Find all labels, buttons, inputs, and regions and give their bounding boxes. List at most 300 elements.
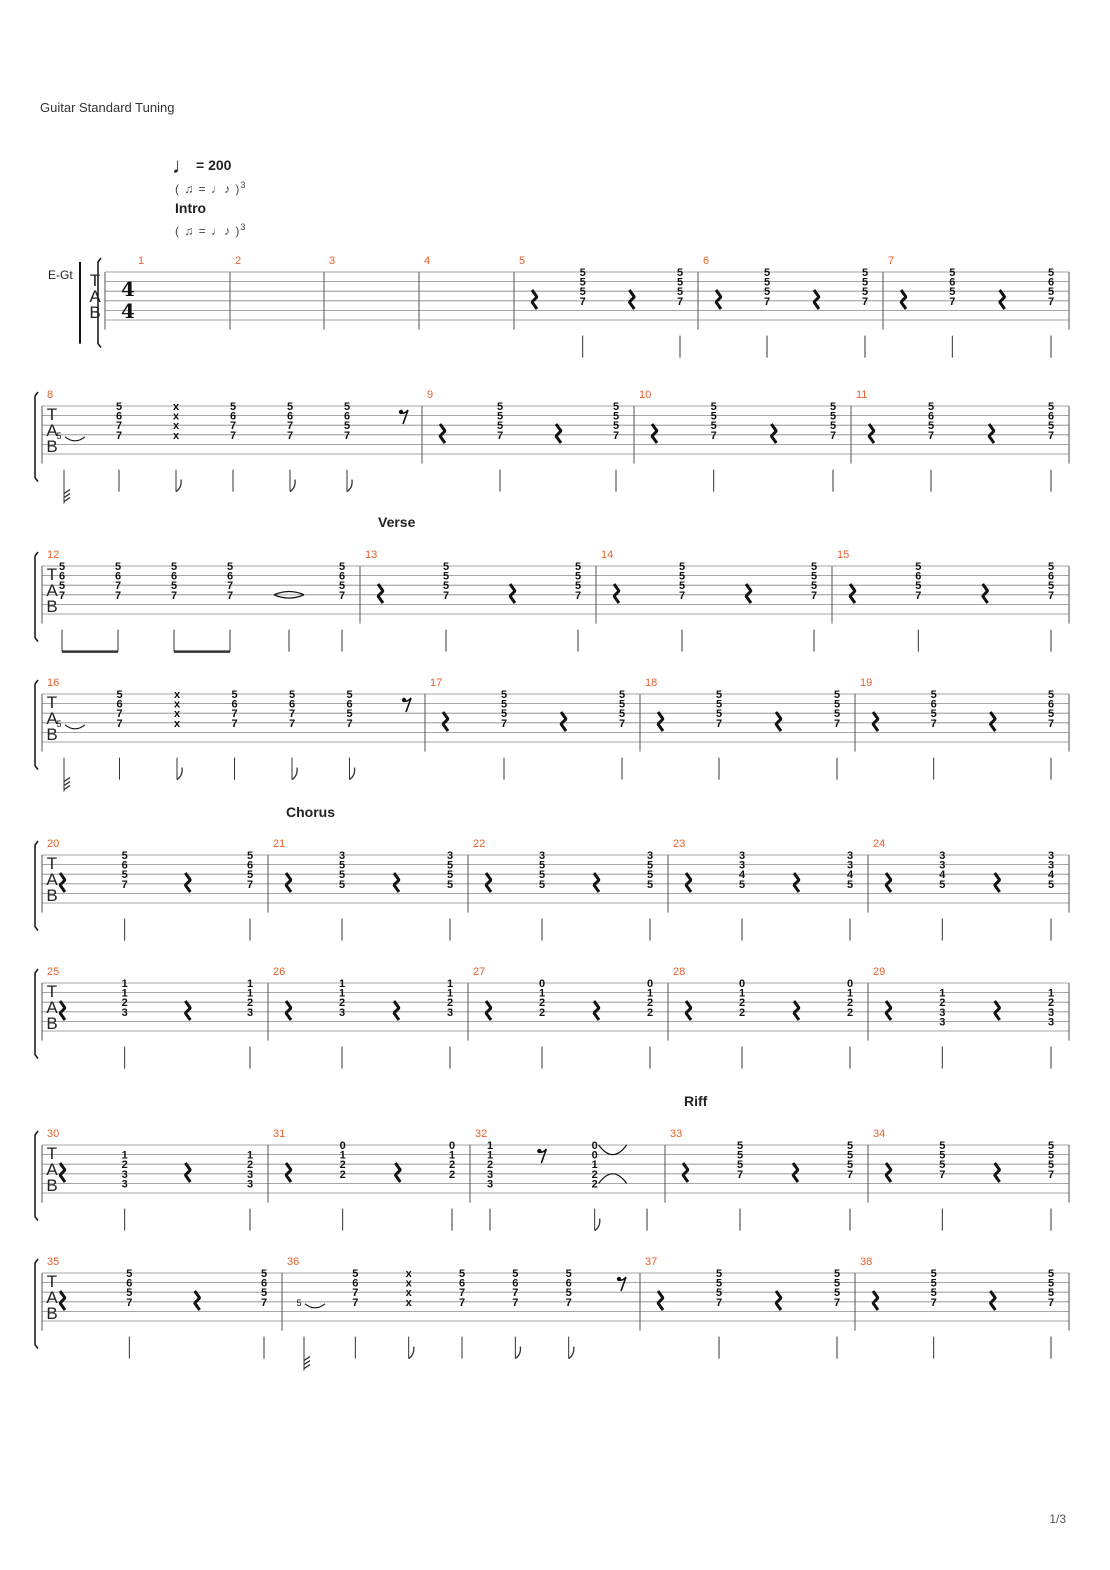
fret-number: 6: [1047, 410, 1055, 423]
fret-number: 7: [286, 420, 294, 433]
tab-clef-letter: B: [46, 597, 58, 616]
fret-number: 1: [121, 987, 128, 1000]
tab-chord: [406, 1268, 413, 1309]
fret-number: 5: [930, 689, 937, 701]
tab-chord: [539, 850, 545, 891]
tab-chord: [811, 561, 817, 602]
fret-number: 7: [260, 1296, 268, 1309]
slur-tie: [65, 725, 85, 729]
tab-chord: [915, 561, 921, 602]
quarter-rest: [652, 424, 657, 443]
fret-number: 0: [448, 1140, 456, 1152]
quarter-rest: [771, 424, 776, 443]
quarter-rest: [793, 1163, 798, 1182]
fret-number: 6: [231, 698, 238, 711]
fret-number: 5: [246, 850, 254, 862]
quarter-rest: [995, 873, 1000, 892]
fret-number: 6: [949, 276, 956, 289]
note-flag: [595, 1219, 600, 1231]
fret-number: 6: [288, 698, 296, 711]
quarter-rest: [794, 873, 799, 892]
quarter-note-icon: ♩: [172, 153, 194, 178]
measure-number: 18: [645, 677, 658, 689]
fret-number: 5: [915, 561, 922, 573]
note-flag: [515, 1347, 520, 1359]
tab-chord: [847, 1140, 853, 1181]
fret-number: 3: [1047, 1016, 1055, 1029]
fret-number: 5: [710, 410, 717, 423]
fret-number: 5: [121, 869, 128, 882]
fret-number: 6: [115, 410, 123, 423]
tab-chord: [227, 561, 233, 602]
tab-chord: [949, 267, 955, 308]
tab-clef-letter: A: [89, 287, 101, 306]
measure-number: 33: [670, 1128, 683, 1140]
fret-number: 2: [538, 997, 546, 1010]
note-flag: [304, 1357, 310, 1361]
page-number: 1/3: [1049, 1512, 1066, 1526]
fret-number: 7: [114, 580, 122, 593]
measure-number: 23: [673, 838, 686, 850]
tab-system: [35, 677, 1069, 792]
fret-number: 0: [846, 978, 854, 990]
fret-number: 2: [339, 1168, 346, 1181]
section-intro: Intro: [175, 200, 207, 216]
fret-number: 3: [121, 1168, 128, 1181]
quarter-rest: [990, 1291, 995, 1310]
fret-number: 4: [846, 869, 854, 882]
tab-chord: [122, 850, 128, 891]
fret-number: 5: [1047, 420, 1055, 433]
fret-number: 6: [927, 410, 935, 423]
fret-number: 1: [846, 987, 854, 1000]
tab-clef-letter: B: [89, 303, 101, 322]
measure-number: 31: [273, 1128, 286, 1140]
measure-number: 12: [47, 549, 60, 561]
system-bracket: [35, 392, 38, 482]
fret-number: x: [405, 1296, 412, 1309]
fret-number: 5: [115, 401, 123, 413]
measure-number: 15: [837, 549, 850, 561]
measure-number: 7: [888, 255, 895, 267]
fret-number: 5: [496, 401, 504, 413]
tab-clef-letter: T: [46, 982, 58, 1001]
tab-chord: [339, 978, 345, 1019]
fret-number: 5: [500, 689, 508, 701]
tab-chord: [677, 267, 683, 308]
fret-number: 5: [1047, 708, 1055, 721]
measure-number: 5: [519, 255, 526, 267]
quarter-rest: [440, 424, 445, 443]
fret-number: 1: [1047, 987, 1055, 1000]
fret-number: 4: [939, 869, 946, 882]
tab-chord: [59, 561, 65, 602]
fret-number: 2: [738, 997, 746, 1010]
fret-number: 6: [170, 570, 178, 583]
tempo-value: = 200: [196, 157, 232, 173]
quarter-rest: [746, 584, 751, 603]
fret-number: 7: [226, 580, 234, 593]
fret-number: 5: [346, 689, 353, 701]
time-signature-bottom: 4: [121, 299, 135, 323]
tab-chord: [174, 689, 181, 730]
tab-system: [35, 1128, 1069, 1231]
fret-number: 5: [338, 859, 346, 872]
tab-chord: [830, 401, 836, 442]
tab-chord: [834, 689, 840, 730]
fret-number: 5: [861, 267, 869, 279]
quarter-rest: [629, 290, 634, 309]
fret-number: 2: [538, 1006, 546, 1019]
quarter-rest: [886, 1001, 891, 1020]
fret-number: 1: [338, 987, 346, 1000]
fret-number: 7: [565, 1296, 572, 1309]
eighth-rest: [617, 1277, 626, 1291]
quarter-rest: [873, 712, 878, 731]
fret-number: 5: [500, 698, 508, 711]
note-flag: [292, 768, 297, 780]
eighth-rest: [399, 410, 408, 424]
fret-number: 1: [121, 1149, 128, 1162]
tab-chord: [847, 978, 853, 1019]
fret-number: 5: [846, 878, 854, 891]
quarter-rest: [394, 873, 399, 892]
quarter-rest: [658, 1291, 663, 1310]
fret-number: x: [405, 1268, 412, 1280]
tab-chord: [847, 850, 854, 891]
fret-number: 7: [116, 708, 123, 721]
measure-number: 4: [424, 255, 431, 267]
fret-number: 5: [1047, 1287, 1055, 1300]
fret-number: 5: [338, 869, 346, 882]
fret-number: 6: [114, 570, 122, 583]
fret-number: 1: [121, 978, 128, 990]
fret-number: 1: [538, 987, 546, 1000]
fret-number: 5: [930, 1287, 937, 1300]
fret-number: 2: [846, 997, 854, 1010]
fret-number: 3: [338, 850, 346, 862]
fret-number: 5: [496, 410, 504, 423]
fret-number: 3: [246, 1168, 254, 1181]
quarter-rest: [594, 873, 599, 892]
tab-chord: [834, 1268, 840, 1309]
fret-number: 5: [846, 1149, 854, 1162]
fret-number: 7: [231, 708, 238, 721]
fret-number: 5: [288, 689, 296, 701]
tab-clef-letter: A: [46, 581, 58, 600]
fret-number: x: [173, 698, 181, 711]
quarter-rest: [60, 1001, 65, 1020]
fret-number: 5: [915, 580, 922, 593]
system-bracket: [35, 1131, 38, 1221]
fret-number: 7: [678, 589, 686, 602]
fret-number: 6: [1047, 698, 1055, 711]
fret-number: 7: [58, 589, 66, 602]
tab-chord: [939, 988, 945, 1029]
quarter-rest: [873, 1291, 878, 1310]
tab-chord: [247, 850, 253, 891]
quarter-rest: [185, 1001, 190, 1020]
tab-chord: [173, 401, 180, 442]
tab-chord: [122, 978, 128, 1019]
note-flag: [64, 490, 70, 494]
quarter-rest: [394, 1001, 399, 1020]
quarter-rest: [886, 1163, 891, 1182]
fret-number: 2: [1047, 997, 1055, 1010]
fret-number: 5: [676, 286, 684, 299]
tab-clef-letter: B: [46, 1304, 58, 1323]
fret-number: 7: [676, 295, 684, 308]
tab-chord: [339, 561, 345, 602]
fret-number: 5: [346, 708, 353, 721]
fret-number: 5: [1047, 1140, 1055, 1152]
fret-number: 7: [512, 1287, 519, 1300]
quarter-rest: [286, 1001, 291, 1020]
fret-number: 7: [338, 589, 346, 602]
measure-number: 11: [856, 389, 868, 401]
fret-number: 7: [352, 1287, 359, 1300]
fret-number: 7: [500, 717, 508, 730]
quarter-rest: [901, 290, 906, 309]
fret-number: 5: [343, 401, 351, 413]
fret-number: 1: [446, 987, 454, 1000]
quarter-rest: [683, 1163, 688, 1182]
fret-number: 6: [565, 1277, 572, 1290]
fret-number: 7: [1047, 295, 1055, 308]
fret-number: 5: [574, 561, 582, 573]
grace-note: 5: [56, 430, 62, 441]
fret-number: 6: [458, 1277, 466, 1290]
quarter-rest: [486, 1001, 491, 1020]
instrument-label: E-Gt: [48, 268, 73, 282]
fret-number: 7: [170, 589, 178, 602]
fret-number: 7: [231, 717, 238, 730]
fret-number: 5: [612, 410, 620, 423]
fret-number: 5: [939, 1140, 946, 1152]
fret-number: 6: [338, 570, 346, 583]
fret-number: 1: [591, 1159, 598, 1172]
tab-chord: [231, 689, 237, 730]
fret-number: 3: [738, 850, 746, 862]
fret-number: 3: [121, 1178, 128, 1191]
quarter-rest: [995, 1163, 1000, 1182]
quarter-rest: [594, 1001, 599, 1020]
tab-chord: [171, 561, 177, 602]
fret-number: 7: [710, 429, 717, 442]
fret-number: 5: [861, 286, 869, 299]
fret-number: 5: [446, 869, 454, 882]
fret-number: 6: [116, 698, 123, 711]
tab-chord: [619, 689, 625, 730]
fret-number: 7: [1047, 429, 1055, 442]
fret-number: 5: [949, 267, 956, 279]
measure-number: 19: [860, 677, 873, 689]
fret-number: 5: [579, 276, 586, 289]
tab-chord: [126, 1268, 132, 1309]
tab-chord: [352, 1268, 358, 1309]
measure-number: 13: [365, 549, 378, 561]
fret-number: 2: [121, 997, 128, 1010]
measure-number: 35: [47, 1256, 60, 1268]
fret-number: 5: [715, 1287, 723, 1300]
tab-clef-letter: T: [89, 271, 101, 290]
fret-number: 7: [1047, 589, 1055, 602]
fret-number: 5: [927, 401, 935, 413]
fret-number: 7: [1047, 1296, 1055, 1309]
fret-number: 5: [646, 878, 654, 891]
note-flag: [409, 1347, 414, 1359]
fret-number: 5: [246, 869, 254, 882]
fret-number: 5: [939, 878, 946, 891]
fret-number: 7: [121, 878, 128, 891]
tuning-label: Guitar Standard Tuning: [40, 100, 175, 115]
fret-number: 5: [458, 1268, 466, 1280]
fret-number: 4: [738, 869, 746, 882]
measure-number: 14: [601, 549, 614, 561]
fret-number: 5: [833, 1287, 841, 1300]
tab-clef-letter: B: [46, 725, 58, 744]
fret-number: 7: [116, 717, 123, 730]
swing-marking-2: ( ♫ = ♩♪ )$^3$: [175, 222, 247, 238]
tab-clef-letter: T: [46, 693, 58, 712]
tab-chord: [230, 401, 236, 442]
fret-number: x: [172, 410, 180, 423]
fret-number: 3: [738, 859, 746, 872]
fret-number: 7: [229, 420, 237, 433]
fret-number: 5: [231, 689, 238, 701]
tab-clef-letter: A: [46, 998, 58, 1017]
measure-number: 32: [475, 1128, 488, 1140]
tab-chord: [566, 1268, 572, 1309]
fret-number: 6: [1047, 276, 1055, 289]
quarter-rest: [794, 1001, 799, 1020]
tab-clef-letter: B: [46, 1176, 58, 1195]
tab-chord: [1048, 988, 1054, 1029]
fret-number: 5: [676, 267, 684, 279]
tab-chord: [449, 1140, 455, 1181]
measure-number: 9: [427, 389, 434, 401]
tab-clef-letter: A: [46, 870, 58, 889]
section-riff: Riff: [684, 1093, 708, 1109]
fret-number: 3: [246, 1178, 254, 1191]
fret-number: 7: [126, 1296, 133, 1309]
fret-number: 1: [939, 987, 946, 1000]
note-flag: [64, 498, 70, 502]
fret-number: 1: [339, 1149, 346, 1162]
fret-number: 3: [1047, 850, 1055, 862]
note-flag: [350, 768, 355, 780]
fret-number: x: [173, 708, 181, 721]
note-flag: [304, 1361, 310, 1365]
fret-number: 5: [352, 1268, 359, 1280]
tab-clef-letter: T: [46, 854, 58, 873]
fret-number: 3: [486, 1168, 494, 1181]
tab-chord: [1048, 561, 1054, 602]
fret-number: 1: [246, 987, 254, 1000]
fret-number: 5: [646, 859, 654, 872]
fret-number: 5: [442, 561, 450, 573]
fret-number: x: [172, 429, 180, 442]
tab-chord: [862, 267, 868, 308]
fret-number: 5: [1047, 561, 1055, 573]
fret-number: 5: [829, 401, 837, 413]
system-bracket: [35, 552, 38, 642]
quarter-rest: [658, 712, 663, 731]
fret-number: 7: [352, 1296, 359, 1309]
fret-number: 5: [715, 1268, 723, 1280]
fret-number: 5: [1047, 1268, 1055, 1280]
measure-number: 20: [47, 838, 60, 850]
quarter-rest: [60, 1291, 65, 1310]
note-flag: [290, 480, 295, 492]
quarter-rest: [561, 712, 566, 731]
measure-number: 3: [329, 255, 336, 267]
fret-number: 7: [949, 295, 956, 308]
tab-chord: [737, 1140, 743, 1181]
fret-number: 6: [121, 859, 128, 872]
fret-number: 7: [763, 295, 771, 308]
tab-chord: [928, 401, 934, 442]
quarter-rest: [850, 584, 855, 603]
fret-number: 2: [591, 1178, 598, 1191]
time-signature-top: 4: [121, 277, 135, 301]
fret-number: 5: [618, 689, 626, 701]
tab-clef-letter: T: [46, 565, 58, 584]
fret-number: 5: [574, 580, 582, 593]
fret-number: 7: [286, 429, 294, 442]
fret-number: 5: [715, 708, 723, 721]
note-flag: [569, 1347, 574, 1359]
tab-clef-letter: A: [46, 709, 58, 728]
fret-number: x: [172, 401, 180, 413]
fret-number: 5: [58, 580, 66, 593]
quarter-rest: [686, 873, 691, 892]
quarter-rest: [814, 290, 819, 309]
fret-number: 3: [446, 1006, 454, 1019]
fret-number: 5: [829, 420, 837, 433]
quarter-rest: [378, 584, 383, 603]
tab-chord: [459, 1268, 465, 1309]
fret-number: 5: [676, 276, 684, 289]
fret-number: 7: [115, 429, 123, 442]
tab-clef-letter: B: [46, 1014, 58, 1033]
tab-chord: [716, 1268, 722, 1309]
fret-number: 7: [715, 1296, 723, 1309]
fret-number: 7: [114, 589, 122, 602]
fret-number: 5: [226, 561, 234, 573]
quarter-rest: [990, 712, 995, 731]
tab-chord: [344, 401, 350, 442]
fret-number: 5: [763, 267, 771, 279]
tab-clef-letter: T: [46, 1272, 58, 1291]
fret-number: 5: [116, 689, 123, 701]
fret-number: 0: [339, 1140, 346, 1152]
tab-chord: [539, 978, 545, 1019]
tab-chord: [122, 1150, 128, 1191]
fret-number: 2: [448, 1159, 456, 1172]
fret-number: 5: [736, 1140, 744, 1152]
tab-chord: [116, 689, 122, 730]
fret-number: 3: [121, 1006, 128, 1019]
fret-number: 5: [738, 878, 746, 891]
quarter-rest: [286, 873, 291, 892]
tab-system: [35, 966, 1069, 1069]
fret-number: 5: [579, 267, 586, 279]
fret-number: 7: [829, 429, 837, 442]
quarter-rest: [60, 1163, 65, 1182]
fret-number: 3: [1047, 1006, 1055, 1019]
fret-number: 5: [763, 286, 771, 299]
